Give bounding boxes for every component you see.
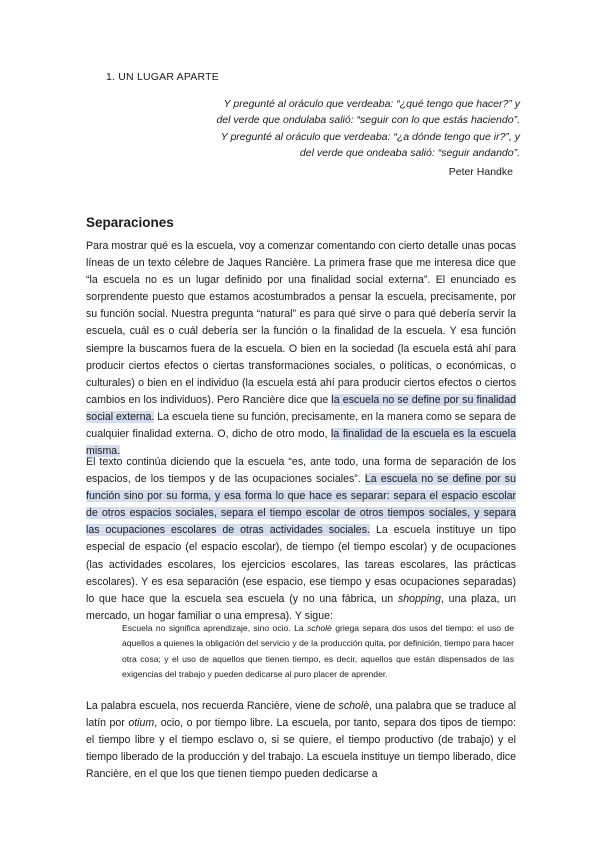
- highlighted-text: la escuela no se define por su finalidad social externa.: [86, 393, 516, 423]
- epigraph: [100, 96, 520, 161]
- text-run: La escuela tiene su función, precisamente, en la manera como se separa de cualquier finalidad externa. O, dicho de otro modo,: [86, 410, 516, 441]
- epigraph-line: Y pregunté al oráculo que verdeaba: “¿qué tengo que hacer?” y: [223, 98, 520, 110]
- text-run: griega separa dos usos del tiempo: el uso de aquellos a quienes la obligación del servicio y de la producción quita, por definición, tiempo para hacer otra cosa; y el uso de aquellos que tienen tiempo, es decir, aquellos que están dispensados de las exigencias del trabajo y pueden dedicarse al puro placer de aprender.: [122, 623, 514, 680]
- section-title: Separaciones: [86, 215, 174, 230]
- epigraph-line: Y pregunté al oráculo que verdeaba: “¿a dónde tengo que ir?”, y: [220, 130, 520, 143]
- epigraph-author: Peter Handke: [448, 166, 513, 178]
- paragraph-3: [86, 698, 516, 783]
- text-run: , ocio, o por tiempo libre. La escuela, por tanto, separa dos tipos de tiempo: el tiempo libre y el tiempo esclavo o, si se quiere, el tiempo productivo (de trabajo) y el tiempo liberado de la producción y del trabajo. La escuela instituye un tiempo liberado, dice Rancière, en el que los que tienen tiempo pueden dedicarse a: [86, 717, 516, 781]
- text-run: Para mostrar qué es la escuela, voy a comenzar comentando con cierto detalle unas pocas líneas de un texto célebre de Jaques Rancière. La primera frase que me interesa dice que “la escuela no es un lugar definido por una finalidad social externa”. El enunciado es sorprendente puesto que estamos acostumbrados a pensar la escuela, precisamente, por su función social. Nuestra pregunta “natural” es para qué sirve o para qué debería servir la escuela, cuál es o cuál debería ser la función o la finalidad de la escuela. Y esa función siempre la buscamos fuera de la escuela. O bien en la sociedad (la escuela está ahí para producir ciertos efectos o ciertas transformaciones sociales, o políticas, o económicas, o culturales) o bien en el individuo (la escuela está ahí para producir ciertos efectos o ciertos cambios en los individuos). Pero Rancière dice que: [86, 240, 516, 406]
- italic-term: scholè: [307, 623, 332, 633]
- chapter-heading: 1. UN LUGAR APARTE: [106, 71, 219, 83]
- text-run: La palabra escuela, nos recuerda Rancière, viene de: [86, 700, 339, 712]
- highlighted-text: la finalidad de la escuela es la escuela misma.: [86, 428, 516, 458]
- text-run: La escuela instituye un tipo especial de espacio (el espacio escolar), de tiempo (el tiempo escolar) y de ocupaciones (las actividades escolares, los ejercicios escolares, las tareas escolares, las prácticas escolares). Y es esa separación (ese espacio, ese tiempo y esas ocupaciones separadas) lo que hace que la escuela sea escuela (y no una fábrica, un: [86, 524, 516, 605]
- italic-term: otium: [128, 717, 155, 730]
- text-run: El texto continúa diciendo que la escuela “es, ante todo, una forma de separación de los espacios, de los tiempos y de las ocupaciones sociales”.: [86, 456, 516, 486]
- paragraph-1: [86, 238, 516, 460]
- italic-term: scholè: [338, 700, 370, 712]
- italic-term: shopping: [397, 592, 441, 605]
- text-run: , una plaza, un mercado, un hogar familiar o una empresa). Y sigue:: [86, 592, 516, 622]
- text-run: Escuela no significa aprendizaje, sino ocio. La: [122, 623, 307, 633]
- highlighted-text: La escuela no se define por su función sino por su forma, y esa forma lo que hace es separar: separa el espacio escolar de otros espacios sociales, separa el tiempo escolar de otros tiempos sociales, y separa las ocupaciones escolares de otras actividades sociales.: [86, 473, 516, 537]
- text-run: , una palabra que se traduce al latín por: [86, 700, 517, 730]
- paragraph-2: [86, 454, 516, 625]
- epigraph-line: del verde que ondeaba salió: “seguir andando”.: [299, 146, 520, 159]
- block-quote: [122, 621, 514, 683]
- epigraph-line: del verde que ondulaba salió: “seguir con lo que estás haciendo”.: [216, 114, 520, 127]
